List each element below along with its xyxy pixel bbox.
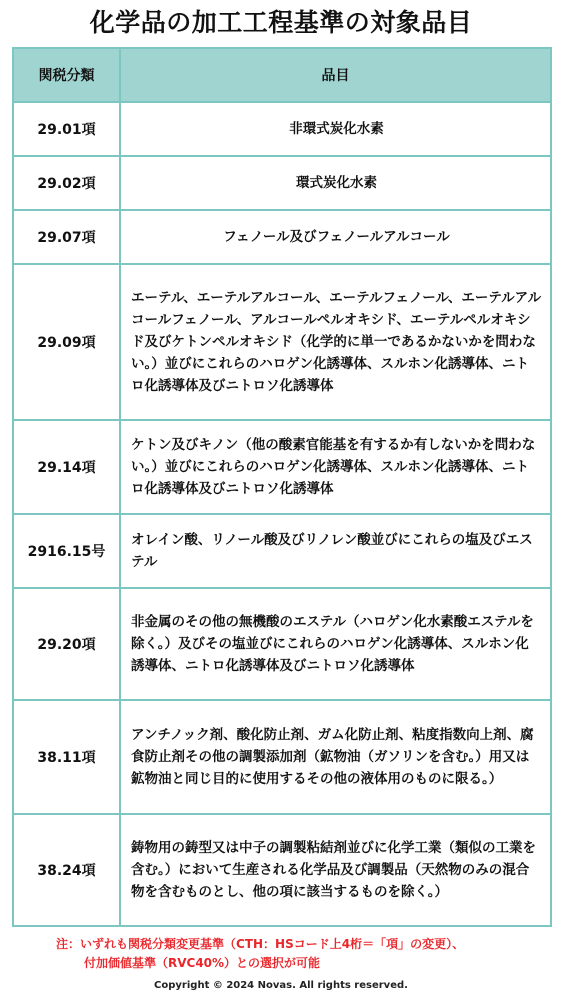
row-item: フェノール及びフェノールアルコール xyxy=(120,210,551,264)
header-item: 品目 xyxy=(120,48,551,102)
page-title: 化学品の加工工程基準の対象品目 xyxy=(89,8,473,37)
row-code: 29.07項 xyxy=(13,210,120,264)
table-row xyxy=(13,588,551,700)
table-header-row xyxy=(13,48,551,102)
row-code: 38.24項 xyxy=(13,814,120,926)
row-item: エーテル、エーテルアルコール、エーテルフェノール、エーテルアルコールフェノール、アルコールペルオキシド、エーテルペルオキシド及びケトンペルオキシド（化学的に単一であるかないかを問わない。）並びにこれらのハロゲン化誘導体、スルホン化誘導体、ニトロ化誘導体及びニトロソ化誘導体 xyxy=(120,264,551,420)
footnote xyxy=(56,935,536,973)
row-code: 38.11項 xyxy=(13,700,120,814)
footnote-line-2: 付加価値基準（RVC40%）との選択が可能 xyxy=(84,956,321,970)
copyright: Copyright © 2024 Novas. All rights reserved. xyxy=(154,980,408,991)
row-item: 非環式炭化水素 xyxy=(120,102,551,156)
row-code: 29.20項 xyxy=(13,588,120,700)
table-row xyxy=(13,814,551,926)
row-item: 環式炭化水素 xyxy=(120,156,551,210)
target-items-table xyxy=(12,47,552,927)
header-classification: 関税分類 xyxy=(13,48,120,102)
row-code: 29.02項 xyxy=(13,156,120,210)
table-row xyxy=(13,102,551,156)
row-item: ケトン及びキノン（他の酸素官能基を有するか有しないかを問わない。）並びにこれらのハロゲン化誘導体、スルホン化誘導体、ニトロ化誘導体及びニトロソ化誘導体 xyxy=(120,420,551,514)
row-code: 29.09項 xyxy=(13,264,120,420)
table-row xyxy=(13,156,551,210)
row-item: 非金属のその他の無機酸のエステル（ハロゲン化水素酸エステルを除く。）及びその塩並びにこれらのハロゲン化誘導体、スルホン化誘導体、ニトロ化誘導体及びニトロソ化誘導体 xyxy=(120,588,551,700)
row-item: 鋳物用の鋳型又は中子の調製粘結剤並びに化学工業（類似の工業を含む。）において生産される化学品及び調製品（天然物のみの混合物を含むものとし、他の項に該当するものを除く。） xyxy=(120,814,551,926)
row-item: オレイン酸、リノール酸及びリノレン酸並びにこれらの塩及びエステル xyxy=(120,514,551,588)
table-row xyxy=(13,210,551,264)
table-row xyxy=(13,420,551,514)
row-item: アンチノック剤、酸化防止剤、ガム化防止剤、粘度指数向上剤、腐食防止剤その他の調製添加剤（鉱物油（ガソリンを含む。）用又は鉱物油と同じ目的に使用するその他の液体用のものに限る。） xyxy=(120,700,551,814)
row-code: 2916.15号 xyxy=(13,514,120,588)
row-code: 29.01項 xyxy=(13,102,120,156)
footnote-line-1: 注：いずれも関税分類変更基準（CTH：HSコード上4桁＝「項」の変更）、 xyxy=(56,937,465,951)
table-row xyxy=(13,514,551,588)
table-row xyxy=(13,264,551,420)
row-code: 29.14項 xyxy=(13,420,120,514)
table-row xyxy=(13,700,551,814)
